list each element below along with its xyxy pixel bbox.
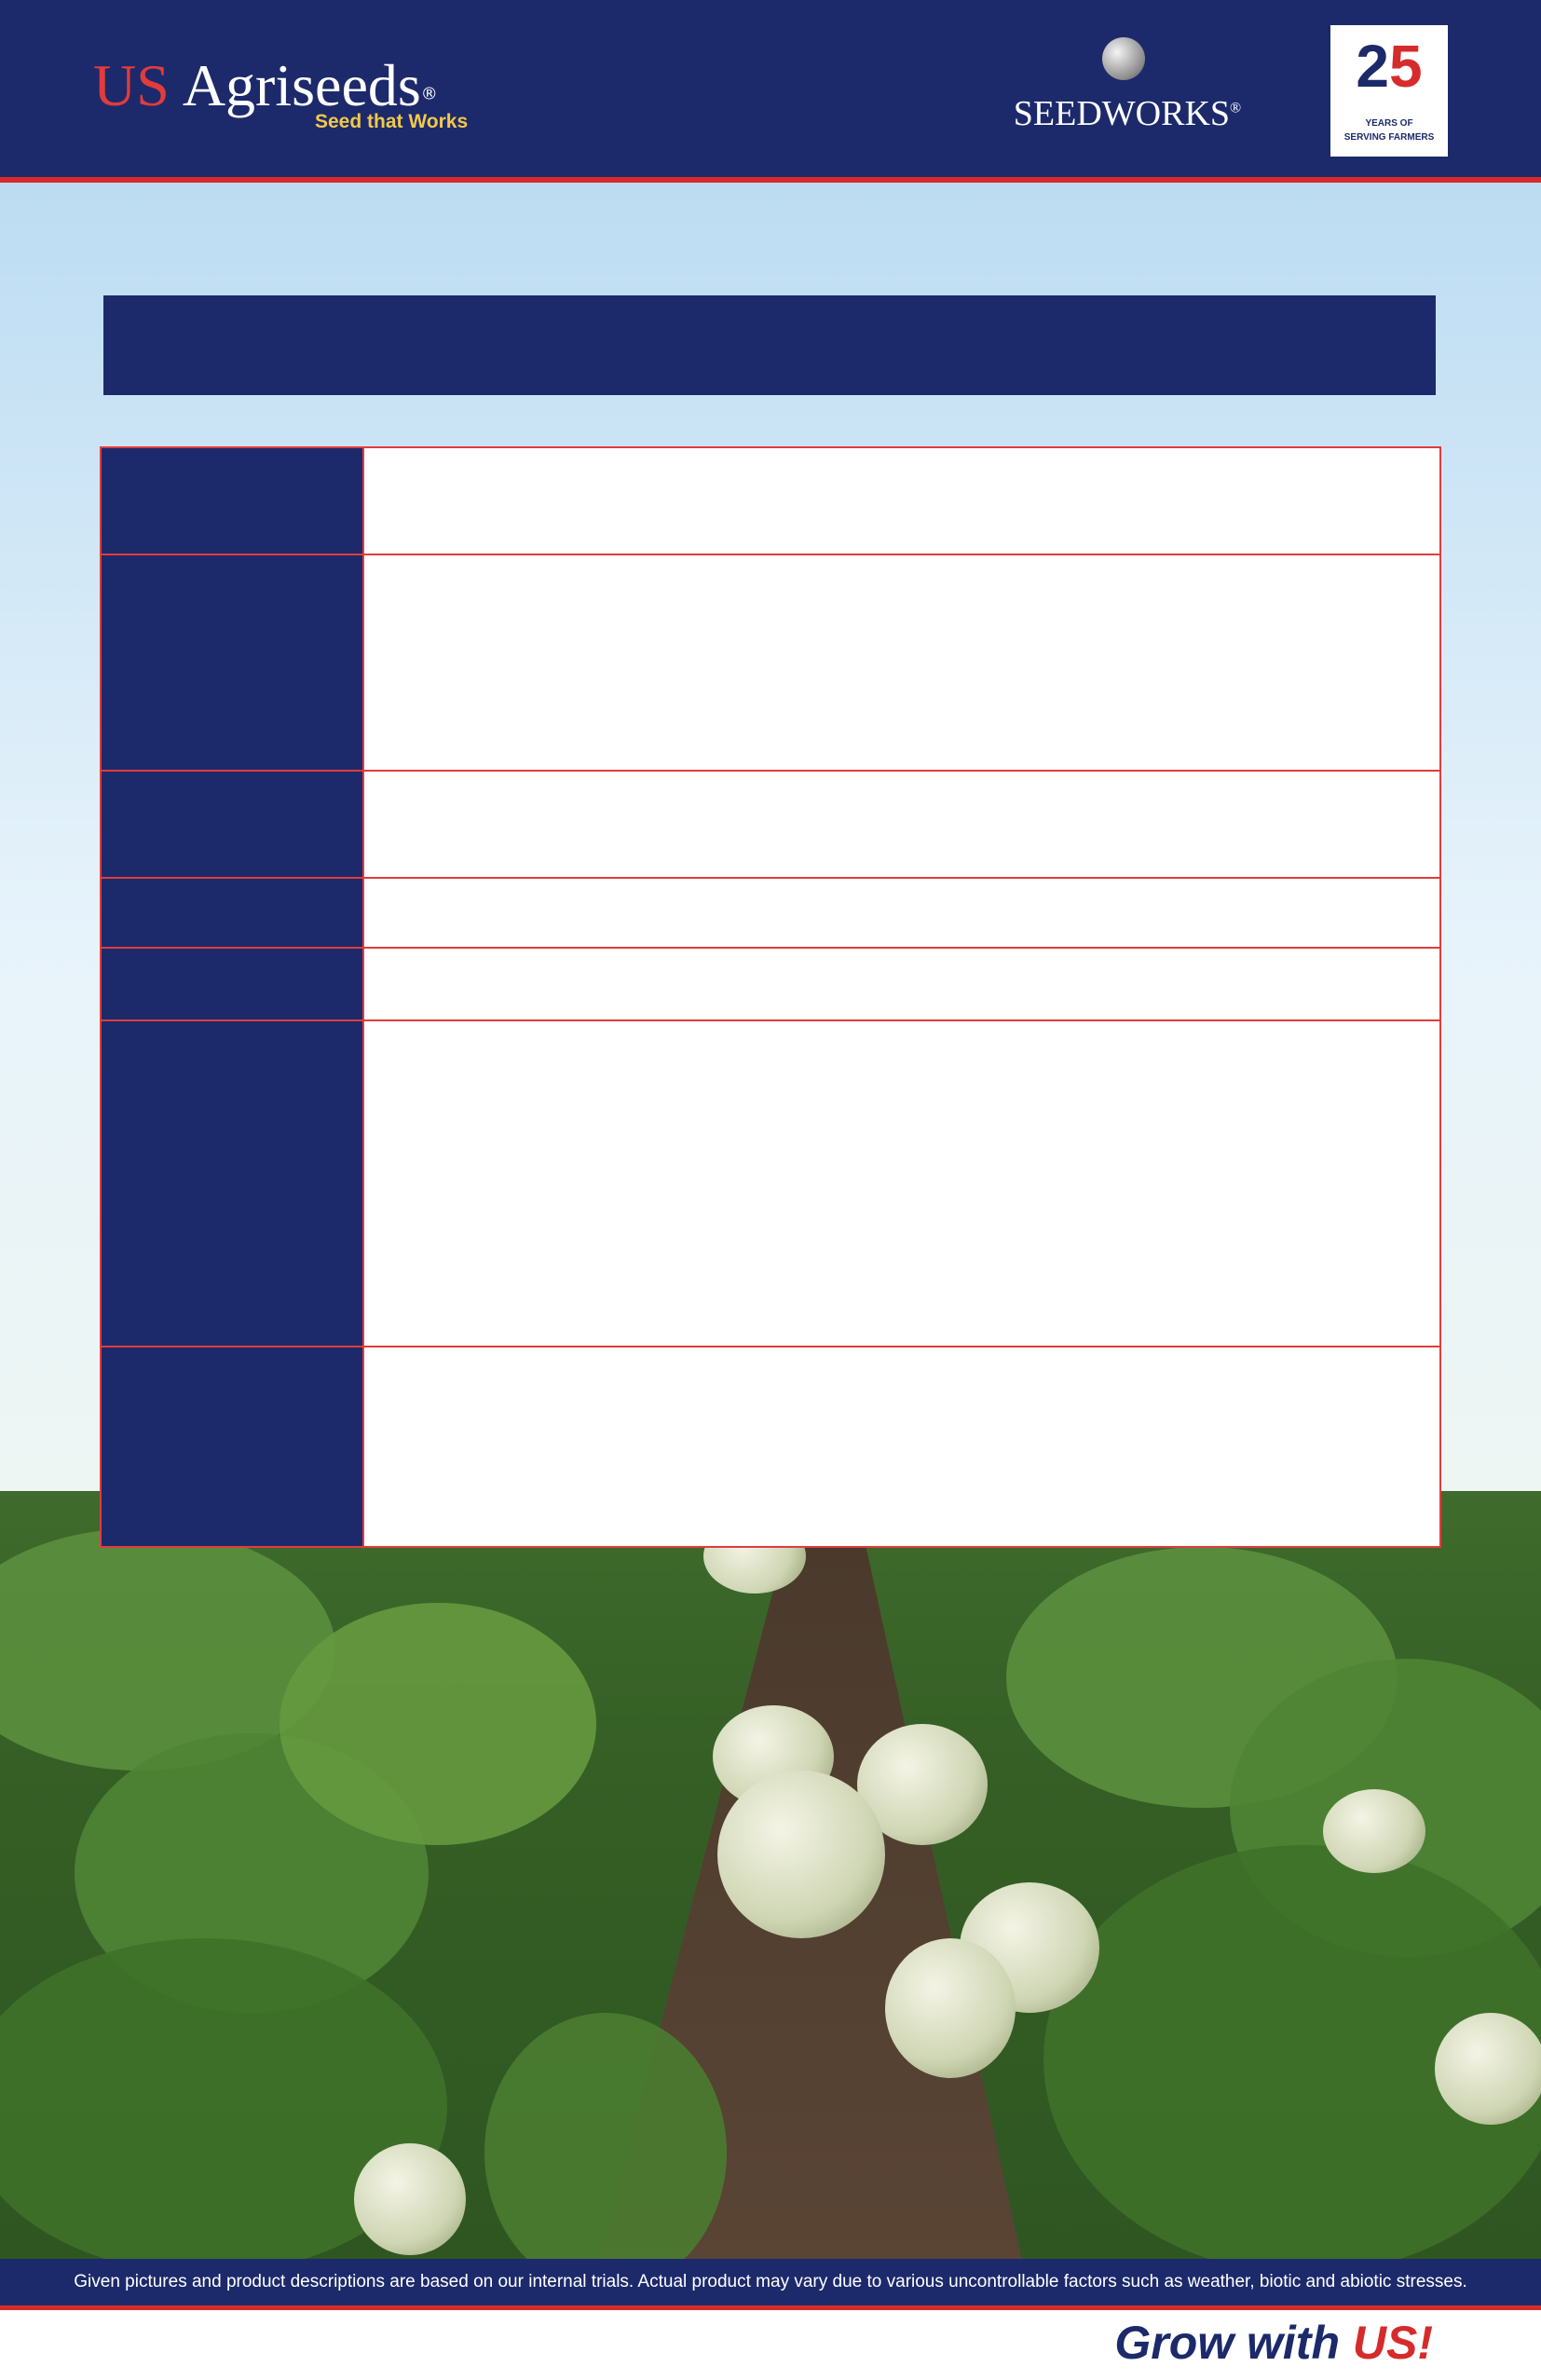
- row-label: [101, 447, 363, 554]
- row-label: [101, 948, 363, 1020]
- table-row: [101, 948, 1440, 1020]
- seedworks-registered-mark: ®: [1230, 100, 1242, 116]
- seedworks-globe-icon: [1102, 37, 1145, 80]
- table-row: [101, 771, 1440, 878]
- tagline-grow-text: Grow with: [1114, 2317, 1353, 2369]
- table-row: [101, 1347, 1440, 1547]
- badge-line-1: YEARS OF: [1365, 118, 1413, 129]
- badge-number-two: 2: [1356, 33, 1389, 100]
- badge-number-five: 5: [1389, 33, 1423, 100]
- row-value: [363, 1347, 1440, 1547]
- disclaimer-text: Given pictures and product descriptions are based on our internal trials. Actual product may vary due to various uncontrollable factors such as weather, biotic and abiotic stresses.: [74, 2272, 1467, 2291]
- tagline-us-text: US!: [1352, 2317, 1433, 2369]
- table-row: [101, 554, 1440, 771]
- row-value: [363, 878, 1440, 948]
- seedworks-logo: [1006, 37, 1248, 140]
- melon: [885, 1938, 1016, 2078]
- header: [0, 0, 1541, 177]
- row-value: [363, 1020, 1440, 1347]
- us-agriseeds-logo: [93, 51, 469, 132]
- logo-agriseeds-text: Agriseeds: [182, 52, 421, 118]
- header-divider: [0, 177, 1541, 183]
- anniversary-badge: [1330, 25, 1448, 157]
- row-label: [101, 771, 363, 878]
- table-row: [101, 447, 1440, 554]
- row-label: [101, 554, 363, 771]
- logo-us-text: US: [93, 52, 170, 118]
- row-value: [363, 554, 1440, 771]
- logo-registered-mark: ®: [420, 84, 438, 104]
- badge-line-2: SERVING FARMERS: [1343, 132, 1435, 143]
- row-value: [363, 948, 1440, 1020]
- melon: [717, 1771, 885, 1938]
- melon: [354, 2143, 466, 2255]
- leaf-cluster: [280, 1603, 596, 1845]
- table-row: [101, 1020, 1440, 1347]
- grow-with-us-tagline: [1114, 2316, 1433, 2370]
- seedworks-wordmark: SEEDWORKS: [1013, 94, 1231, 133]
- title-banner: [103, 295, 1436, 395]
- row-label: [101, 1020, 363, 1347]
- row-label: [101, 878, 363, 948]
- melon: [1323, 1789, 1425, 1873]
- row-value: [363, 447, 1440, 554]
- logo-tagline: Seed that Works: [315, 111, 469, 132]
- row-value: [363, 771, 1440, 878]
- disclaimer-bar: [0, 2259, 1541, 2305]
- melon: [1435, 2013, 1541, 2125]
- melon-field-photo: [0, 1491, 1541, 2259]
- table-row: [101, 878, 1440, 948]
- cultivation-info-table: [100, 446, 1441, 1548]
- row-label: [101, 1347, 363, 1547]
